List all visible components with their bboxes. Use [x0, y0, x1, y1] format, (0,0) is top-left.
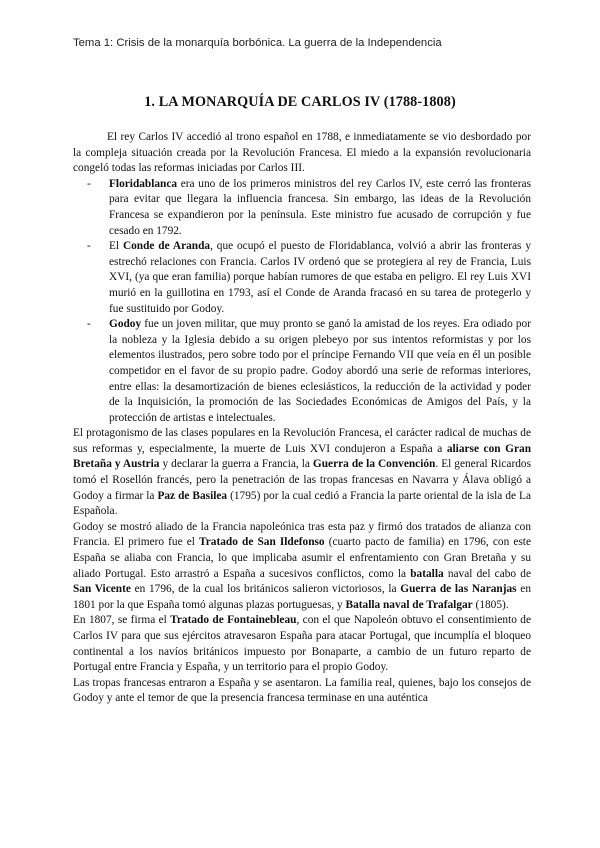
page-header: Tema 1: Crisis de la monarquía borbónica. La guerra de la Independencia: [73, 37, 442, 49]
paragraph-san-ildefonso: Godoy se mostró aliado de la Francia napoleónica tras esta paz y firmó dos tratados de alianza con Francia. El primero fue el Tratado de San Ildefonso (cuarto pacto de familia) en 1796, con este España se aliaba con Francia, lo que implicaba asumir el enfrentamiento con Gran Bretaña y su aliado Portugal. Esto arrastró a España a sucesivos conflictos, como la batalla naval del cabo de San Vicente en 1796, de la cual los británicos salieron victoriosos, la Guerra de las Naranjas en 1801 por la que España tomó algunas plazas portuguesas, y Batalla naval de Trafalgar (1805).: [73, 520, 531, 611]
intro-paragraph: El rey Carlos IV accedió al trono español en 1788, e inmediatamente se vio desbordado por la compleja situación creada por la Revolución Francesa. El miedo a la expansión revolucionaria congeló todas las reformas iniciadas por Carlos III.: [73, 131, 531, 175]
paragraph-tropas-francesas: Las tropas francesas entraron a España y se asentaron. La familia real, quienes, bajo los consejos de Godoy y ante el temor de que la presencia francesa terminase en una auténtica: [73, 676, 531, 705]
list-item-aranda: - El Conde de Aranda, que ocupó el puesto de Floridablanca, volvió a abrir las fronteras y estrechó relaciones con Francia. Carlos IV ordenó que se protegiera al rey de Francia, Luis XVI, (ya que eran familia) porque habían rumores de que estaba en peligro. El rey Luis XVI murió en la guillotina en 1793, así el Conde de Aranda fracasó en su tarea de protegerlo y fue sustituido por Godoy.: [109, 239, 531, 317]
paragraph-guerra-convencion: El protagonismo de las clases populares en la Revolución Francesa, el carácter radical de muchas de sus reformas y, especialmente, la muerte de Luis XVI condujeron a España a aliarse con Gran Bretaña y Austria y declarar la guerra a Francia, la Guerra de la Convención. El general Ricardos tomó el Rosellón francés, pero la penetración de las tropas francesas en Navarra y Álava obligó a Godoy a firmar la Paz de Basilea (1795) por la cual cedió a Francia la parte oriental de la isla de La Española.: [73, 427, 531, 518]
document-body: [73, 130, 531, 707]
list-item-godoy: - Godoy fue un joven militar, que muy pronto se ganó la amistad de los reyes. Era odiado por la nobleza y la Iglesia debido a su origen plebeyo por sus intentos reformistas y por los elementos ilustrados, pero sobre todo por el príncipe Fernando VII que veía en él un posible competidor en el favor de su propio padre. Godoy abordó una serie de reformas interiores, entre ellas: la desamortización de bienes eclesiásticos, la reducción de la actividad y poder de la Inquisición, la promoción de las Sociedades Económicas de Amigos del País, y la protección de artistas e intelectuales.: [109, 317, 531, 426]
paragraph-fontainebleau: En 1807, se firma el Tratado de Fontainebleau, con el que Napoleón obtuvo el consentimiento de Carlos IV para que sus ejércitos atravesaron España para atacar Portugal, que incumplía el bloqueo continental a los navíos británicos impuesto por Bonaparte, a cambio de un futuro reparto de Portugal entre Francia y España, y un territorio para el propio Godoy.: [73, 614, 531, 674]
section-title: 1. LA MONARQUÍA DE CARLOS IV (1788-1808): [144, 94, 456, 110]
term-floridablanca: Floridablanca: [109, 177, 178, 190]
list-item-floridablanca: - Floridablanca era uno de los primeros ministros del rey Carlos IV, este cerró las fronteras para evitar que llegara la influencia francesa. Sin embargo, las ideas de la Revolución Francesa se expandieron por la península. Este ministro fue acusado de corrupción y fue cesado en 1792.: [109, 177, 531, 239]
term-godoy: Godoy: [109, 318, 142, 331]
ministers-list: [73, 177, 531, 427]
term-conde-de-aranda: Conde de Aranda: [122, 240, 211, 253]
